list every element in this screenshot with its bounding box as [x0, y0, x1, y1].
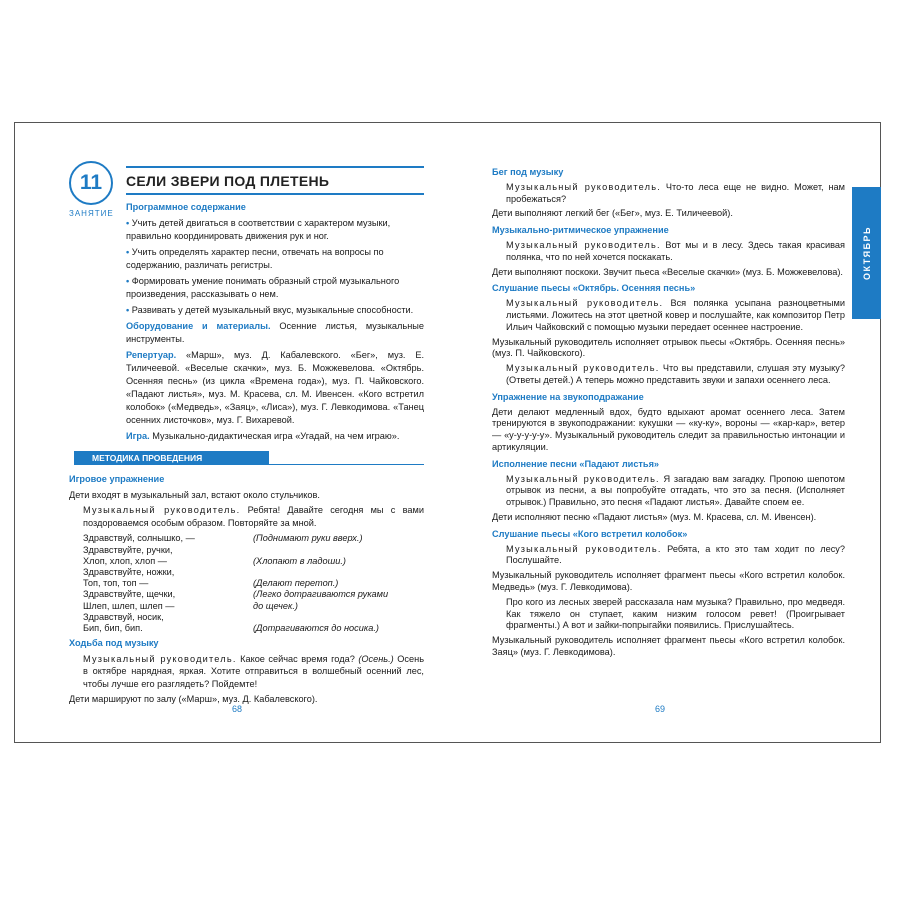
rhyme-line: Бип, бип, бип. [83, 622, 143, 633]
walk-text: Какое сейчас время года? [240, 653, 355, 664]
rhyme-line: Здравствуй, солнышко, — [83, 533, 195, 544]
director-label: Музыкальный руководитель. [506, 239, 661, 250]
rhyme-note: (Поднимают руки вверх.) [253, 533, 363, 544]
narration [492, 570, 845, 594]
director-speech [492, 182, 845, 206]
rhyme-note: (Дотрагиваются до носика.) [253, 622, 379, 633]
program-item [126, 246, 424, 272]
program-item-text: Формировать умение понимать образный строй музыкального произведения, рассказывать о нем. [126, 276, 400, 299]
director-label: Музыкальный руководитель. [506, 543, 662, 554]
narration [492, 337, 845, 361]
rhyme-line: Хлоп, хлоп, хлоп — [83, 555, 167, 566]
director-speech [492, 544, 845, 568]
rhyme [69, 532, 424, 633]
para-text: Дети делают медленный вдох, будто вдыхают аромат осеннего леса. Затем тренируются в звукоподражании: кукушки — «ку-ку», вороны — «кар-кар», ветер — «у-у-у-у-у». Музыкальный руководитель следит за правильностью интонации и артикуляции. [492, 406, 845, 452]
rhyme-note [253, 566, 433, 577]
rhyme-line: Здравствуйте, ручки, [83, 544, 173, 555]
director-greeting-para [69, 504, 424, 529]
narration [492, 597, 845, 632]
para-text: Музыкальный руководитель исполняет фрагмент пьесы «Кого встретил колобок. Заяц» (муз. Г. Левкодимова). [492, 635, 845, 657]
program-item [126, 304, 424, 317]
method-banner: МЕТОДИКА ПРОВЕДЕНИЯ [74, 451, 269, 465]
program-item-text: Развивать у детей музыкальный вкус, музыкальные способности. [131, 305, 414, 315]
lesson-label: ЗАНЯТИЕ [69, 209, 114, 218]
para-text: Дети выполняют поскоки. Звучит пьеса «Веселые скачки» (муз. Б. Можжевелова). [492, 266, 843, 277]
rhyme-note [253, 611, 433, 622]
section-heading: Бег под музыку [492, 167, 564, 177]
program-item-text: Учить детей двигаться в соответствии с характером музыки, правильно координировать движения рук и ног. [126, 218, 391, 241]
para-text: Музыкальный руководитель исполняет отрывок пьесы «Октябрь. Осенняя песнь» (муз. П. Чайковского). [492, 336, 845, 359]
method-rule [74, 464, 424, 465]
rhyme-note [253, 544, 433, 555]
game-label: Игра. [126, 431, 150, 441]
title-rule-top [126, 166, 424, 168]
director-speech [492, 363, 845, 387]
section-heading: Упражнение на звукоподражание [492, 391, 644, 402]
program-item [126, 217, 424, 243]
director-label: Музыкальный руководитель. [506, 363, 660, 374]
repertoire-para [126, 349, 424, 427]
para-text: Вся полянка усыпана разноцветными листьями. Ложитесь на этот цветной ковер и послушайте, как композитор Петр Ильич Чайковский с помощью музыки передает осеннее настроение. [506, 298, 845, 332]
equipment-text: Осенние листья, музыкальные инструменты. [126, 321, 424, 344]
rhyme-note: (Делают перетоп.) [253, 578, 339, 589]
rhyme-note: до щечек.) [253, 600, 298, 611]
section-heading: Слушание пьесы «Октябрь. Осенняя песнь» [492, 283, 696, 294]
narration [492, 635, 845, 659]
rhyme-note: (Хлопают в ладоши.) [253, 555, 346, 566]
director-speech [492, 474, 845, 509]
lesson-number-badge: 11 [69, 161, 113, 205]
para-text: Музыкальный руководитель исполняет фрагмент пьесы «Кого встретил колобок. Медведь» (муз. Г. Левкодимова). [492, 570, 845, 592]
equipment-label: Оборудование и материалы. [126, 321, 271, 331]
bullet-icon: • [126, 247, 132, 257]
lesson-intro [126, 199, 424, 446]
book-spread [14, 122, 881, 743]
repertoire-text: «Марш», муз. Д. Кабалевского. «Бег», муз. Е. Тиличеевой. «Веселые скачки», муз. Б. Можжевелова. «Октябрь. Осенняя песнь» (из цикла «Времена года»), муз. П. Чайковского. «Падают листья», муз. М. Красева, сл. М. Ивенсен. «Кого встретил колобок» («Медведь», «Заяц», «Лиса»), муз. Г. Левкодимова. «Танец осенних листочков», муз. Г. Вихаревой. [126, 350, 424, 425]
bullet-icon: • [126, 218, 132, 228]
rhyme-note: (Легко дотрагиваются руками [253, 589, 389, 600]
page-title: СЕЛИ ЗВЕРИ ПОД ПЛЕТЕНЬ [126, 173, 330, 189]
right-content [492, 167, 845, 662]
director-label: Музыкальный руководитель. [83, 653, 237, 664]
program-item-text: Учить определять характер песни, отвечать на вопросы по содержанию, различать регистры. [126, 247, 384, 270]
month-tab [852, 187, 881, 319]
narration [492, 512, 845, 524]
program-item [126, 275, 424, 301]
title-rule-bottom [126, 193, 424, 195]
walk-answer: (Осень.) [358, 653, 394, 664]
rhyme-line: Шлеп, шлеп, шлеп — [83, 600, 175, 611]
page-number-left: 68 [232, 704, 243, 714]
section-heading: Музыкально-ритмическое упражнение [492, 225, 669, 236]
repertoire-label: Репертуар. [126, 350, 177, 360]
section-heading: Слушание пьесы «Кого встретил колобок» [492, 528, 688, 539]
walk-heading: Ходьба под музыку [69, 638, 159, 649]
director-label: Музыкальный руководитель. [506, 473, 660, 484]
month-tab-label: ОКТЯБРЬ [861, 225, 872, 281]
method-content [69, 471, 424, 709]
page-number-right: 69 [655, 704, 666, 714]
para-text: Вот мы и в лесу. Здесь такая красивая полянка, что по ней хочется поскакать. [506, 239, 845, 262]
game-exercise-intro: Дети входят в музыкальный зал, встают около стульчиков. [69, 489, 320, 500]
para-text: Я загадаю вам загадку. Пропою шепотом отрывок из песни, а вы попробуйте отгадать, что это за песня. (Исполняет отрывок.) Правильно, это песня «Падают листья». Давайте споем ее. [506, 473, 845, 508]
equipment-para [126, 320, 424, 346]
walk-para [69, 653, 424, 691]
program-list [126, 217, 424, 317]
program-heading: Программное содержание [126, 202, 246, 212]
para-text: Про кого из лесных зверей рассказала нам музыка? Правильно, про медведя. Как тяжело он ступает, каким низким голосом ревет! (Проигрывает фрагменты.) А вот и зайки-попрыгайки появились. Прислушайтесь. [506, 596, 845, 631]
game-exercise-heading: Игровое упражнение [69, 474, 165, 484]
rhyme-line: Здравствуйте, щечки, [83, 589, 176, 600]
para-text: Что вы представили, слушая эту музыку? (Ответы детей.) А теперь можно представить звуки и запахи осеннего леса. [506, 363, 845, 385]
bullet-icon: • [126, 305, 132, 315]
director-label: Музыкальный руководитель. [506, 298, 664, 309]
section-heading: Исполнение песни «Падают листья» [492, 458, 660, 469]
rhyme-line: Здравствуй, носик, [83, 611, 164, 622]
para-text: Дети выполняют легкий бег («Бег», муз. Е. Тиличеевой). [492, 208, 733, 219]
narration [492, 407, 845, 454]
walk-text2: Осень в октябре нарядная, яркая. Хотите отправиться в волшебный осенний лес, чтобы лучше его разглядеть? Пойдемте! [83, 653, 424, 689]
director-speech [492, 240, 845, 264]
para-text: Что-то леса еще не видно. Может, нам пробежаться? [506, 181, 845, 204]
bullet-icon: • [126, 276, 132, 286]
rhyme-line: Топ, топ, топ — [83, 578, 149, 589]
walk-children: Дети маршируют по залу («Марш», муз. Д. Кабалевского). [69, 694, 318, 705]
game-text: Музыкально-дидактическая игра «Угадай, на чем играю». [152, 431, 400, 441]
narration [492, 208, 845, 220]
para-text: Ребята, а кто это там ходит по лесу? Послушайте. [506, 543, 845, 566]
director-label: Музыкальный руководитель. [83, 505, 241, 516]
narration [492, 267, 845, 279]
director-speech [492, 298, 845, 333]
director-label: Музыкальный руководитель. [506, 181, 661, 192]
rhyme-line: Здравствуйте, ножки, [83, 566, 175, 577]
para-text: Дети исполняют песню «Падают листья» (муз. М. Красева, сл. М. Ивенсен). [492, 511, 817, 522]
game-para [126, 430, 424, 443]
director-greeting: Ребята! Давайте сегодня мы с вами поздороваемся особым образом. Повторяйте за мной. [83, 505, 424, 528]
